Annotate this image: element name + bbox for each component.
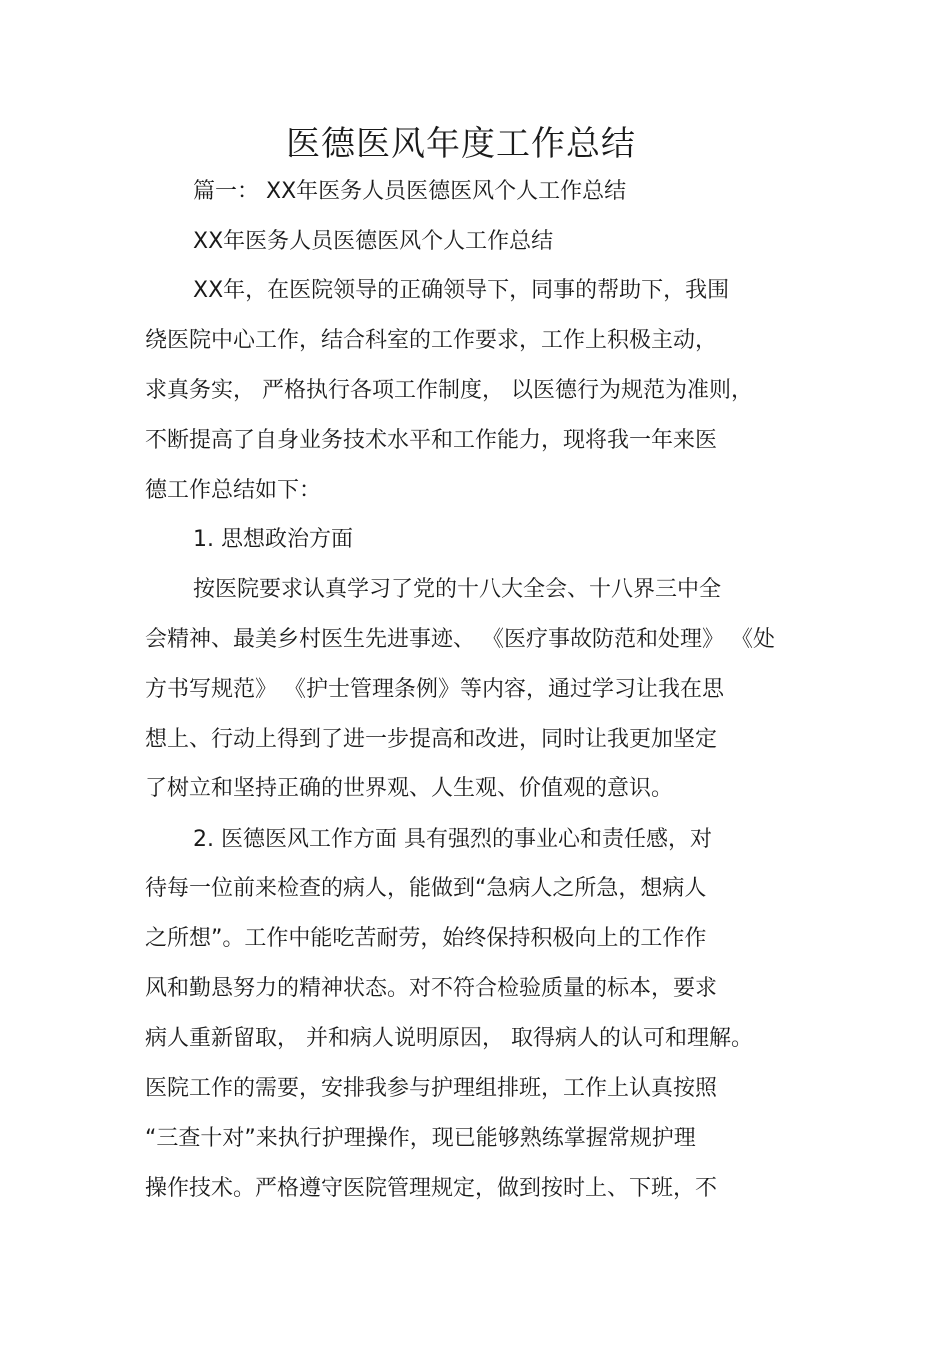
- subsection-heading: 1. 思想政治方面: [193, 527, 353, 552]
- paragraph-line: XX年，在医院领导的正确领导下，同事的帮助下，我围: [193, 278, 730, 303]
- paragraph-line: 了树立和坚持正确的世界观、人生观、价值观的意识。: [145, 776, 674, 801]
- section-heading: 篇一： XX年医务人员医德医风个人工作总结: [193, 179, 627, 204]
- subsection-heading: 2. 医德医风工作方面 具有强烈的事业心和责任感，对: [193, 827, 712, 852]
- document-title: 医德医风年度工作总结: [286, 124, 636, 164]
- paragraph-line: 想上、行动上得到了进一步提高和改进，同时让我更加坚定: [145, 727, 718, 752]
- paragraph-line: 按医院要求认真学习了党的十八大全会、十八界三中全: [193, 577, 722, 602]
- paragraph-line: 不断提高了自身业务技术水平和工作能力，现将我一年来医: [145, 428, 718, 453]
- paragraph-line: 操作技术。严格遵守医院管理规定，做到按时上、下班，不: [145, 1176, 718, 1201]
- paragraph-line: 之所想”。工作中能吃苦耐劳，始终保持积极向上的工作作: [145, 926, 707, 951]
- paragraph-line: “三查十对”来执行护理操作，现已能够熟练掌握常规护理: [145, 1126, 696, 1151]
- paragraph-line: 风和勤恳努力的精神状态。对不符合检验质量的标本，要求: [145, 976, 718, 1001]
- paragraph-line: 病人重新留取， 并和病人说明原因， 取得病人的认可和理解。: [145, 1026, 753, 1051]
- paragraph-line: 医院工作的需要，安排我参与护理组排班，工作上认真按照: [145, 1076, 718, 1101]
- paragraph-line: 会精神、最美乡村医生先进事迹、 《医疗事故防范和处理》 《处: [145, 627, 775, 652]
- paragraph-line: 方书写规范》 《护士管理条例》等内容，通过学习让我在思: [145, 677, 724, 702]
- paragraph-line: 求真务实， 严格执行各项工作制度， 以医德行为规范为准则，: [145, 378, 753, 403]
- subtitle-line: XX年医务人员医德医风个人工作总结: [193, 229, 554, 254]
- paragraph-line: 绕医院中心工作，结合科室的工作要求，工作上积极主动，: [145, 328, 718, 353]
- paragraph-line: 待每一位前来检查的病人，能做到“急病人之所急，想病人: [145, 876, 707, 901]
- paragraph-line: 德工作总结如下：: [145, 478, 322, 503]
